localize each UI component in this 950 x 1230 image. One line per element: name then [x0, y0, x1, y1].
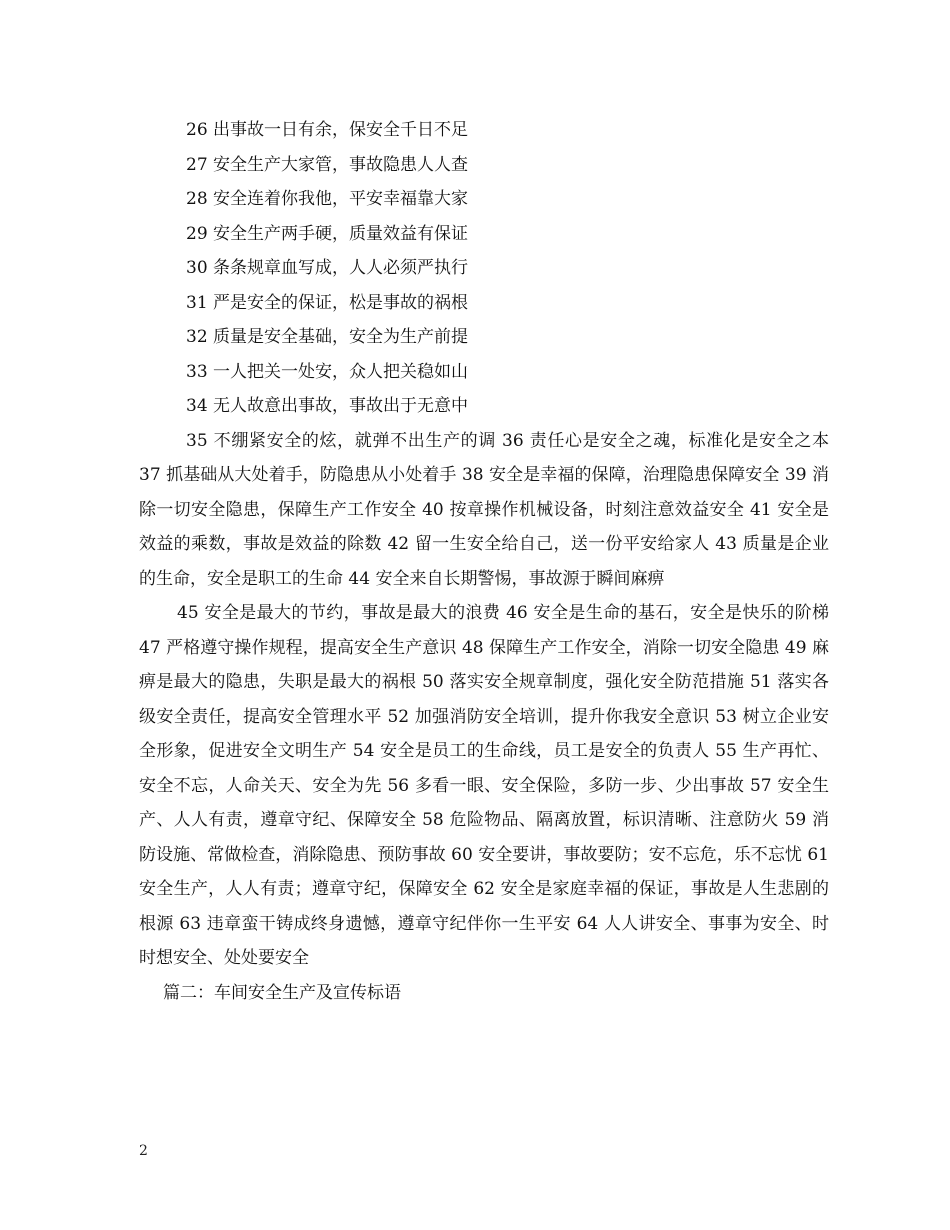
- document-body: [139, 113, 829, 1010]
- slogan-line-29: 29 安全生产两手硬，质量效益有保证: [186, 223, 469, 244]
- slogan-line-27: 27 安全生产大家管，事故隐患人人查: [186, 154, 469, 175]
- slogan-paragraph-35-44: 35 不绷紧安全的炫，就弹不出生产的调 36 责任心是安全之魂，标准化是安全之本 37 抓基础从大处着手，防隐患从小处着手 38 安全是幸福的保障，治理隐患保障安全 39 消除一切安全隐患，保障生产工作安全 40 按章操作机械设备，时刻注意效益安全 41 安全是效益的乘数，事故是效益的除数 42 留一生安全给自己，送一份平安给家人 43 质量是企业的生命，安全是职工的生命 44 安全来自长期警惕，事故源于瞬间麻痹: [139, 430, 829, 589]
- slogan-line-31: 31 严是安全的保证，松是事故的祸根: [186, 292, 469, 313]
- slogan-line-26: 26 出事故一日有余，保安全千日不足: [186, 120, 469, 140]
- slogan-line-34: 34 无人故意出事故，事故出于无意中: [186, 396, 469, 416]
- section-heading: 篇二：车间安全生产及宣传标语: [163, 982, 401, 1003]
- slogan-paragraph-45-64: 45 安全是最大的节约，事故是最大的浪费 46 安全是生命的基石，安全是快乐的阶梯 47 严格遵守操作规程，提高安全生产意识 48 保障生产工作安全，消除一切安全隐患 49 麻痹是最大的隐患，失职是最大的祸根 50 落实安全规章制度，强化安全防范措施 51 落实各级安全责任，提高安全管理水平 52 加强消防安全培训，提升你我安全意识 53 树立企业安全形象，促进安全文明生产 54 安全是员工的生命线，员工是安全的负责人 55 生产再忙、安全不忘，人命关天、安全为先 56 多看一眼、安全保险，多防一步、少出事故 57 安全生产、人人有责，遵章守纪、保障安全 58 危险物品、隔离放置，标识清晰、注意防火 59 消防设施、常做检查，消除隐患、预防事故 60 安全要讲，事故要防；安不忘危，乐不忘忧 61 安全生产，人人有责；遵章守纪，保障安全 62 安全是家庭幸福的保证，事故是人生悲剧的根源 63 违章蛮干铸成终身遗憾，遵章守纪伴你一生平安 64 人人讲安全、事事为安全、时时想安全、处处要安全: [139, 603, 829, 968]
- slogan-line-32: 32 质量是安全基础，安全为生产前提: [186, 327, 469, 347]
- slogan-line-28: 28 安全连着你我他，平安幸福靠大家: [186, 189, 469, 209]
- slogan-line-33: 33 一人把关一处安，众人把关稳如山: [186, 361, 469, 382]
- page-number: 2: [139, 1143, 148, 1159]
- slogan-line-30: 30 条条规章血写成，人人必须严执行: [186, 258, 469, 278]
